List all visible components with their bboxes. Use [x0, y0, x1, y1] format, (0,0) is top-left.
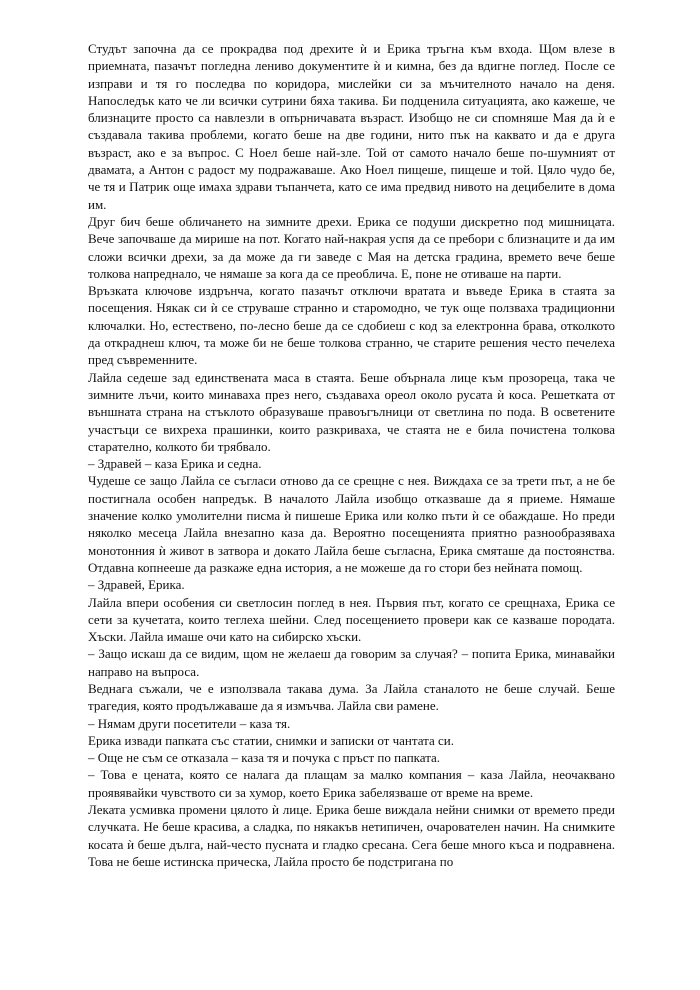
dialogue-line-2: – Здравей, Ерика. — [88, 577, 185, 593]
paragraph-1: Студът започна да се прокрадва под дрехите ѝ и Ерика тръгна към входа. Щом влезе в приемната, пазачът погледна лениво документите ѝ и кимна, без да вдигне поглед. После се изправи и тя го последва по коридора, мислейки си за мъчителното начало на деня. Напоследък като че ли всички сутрини бяха такива. Би подценила ситуацията, ако кажеше, че близнаците просто са навлезли в опърничавата възраст. Изобщо не си спомняше Мая да ѝ е създавала такива проблеми, когато беше на две години, нито пък на каквато и да е друга възраст, ако е за въпрос. С Ноел беше най-зле. Той от самото начало беше по-шумният от двамата, а Антон с радост му подражаваше. Ако Ноел пищеше, пищеше и той. Цяло чудо бе, че тя и Патрик още имаха здрави тъпанчета, като се има предвид нивото на децибелите в дома им. — [88, 41, 615, 212]
paragraph-2: Друг бич беше обличането на зимните дрехи. Ерика се подуши дискретно под мишницата. Вече започваше да мирише на пот. Когато най-накрая успя да се пребори с близнаците и да им сложи всички дрехи, за да може да ги заведе с Мая на детска градина, времето вече беше толкова напреднало, че нямаше за кога да се преоблича. Е, поне не отиваше на парти. — [88, 213, 615, 281]
dialogue-line-4: – Нямам други посетители – каза тя. — [88, 715, 291, 731]
paragraph-4: Лайла седеше зад единствената маса в стаята. Беше обърнала лице към прозореца, така че зимните лъчи, които минаваха през него, създаваха ореол около русата ѝ коса. Решетката от външната страна на стъклото образуваше правоъгълници от светлина по пода. В осветените участъци се вихреха прашинки, които разкриваха, че стаята не е била почистена толкова старателно, колкото би трябвало. — [88, 369, 615, 454]
document-page — [88, 40, 615, 870]
paragraph-5: Чудеше се защо Лайла се съгласи отново да се срещне с нея. Виждаха се за трети път, а не бе постигнала особен напредък. В началото Лайла изобщо отказваше да я приеме. Нямаше значение колко умолителни писма ѝ пишеше Ерика или колко пъти ѝ се обаждаше. Но преди няколко месеца Лайла внезапно каза да. Вероятно посещенията приятно разнообразяваха монотонния ѝ живот в затвора и докато Лайла беше съгласна, Ерика смяташе да постоянства. Отдавна копнееше да разкаже една история, а не можеше да го стори без нейната помощ. — [88, 473, 615, 575]
dialogue-line-6: – Това е цената, която се налага да плащам за малко компания – каза Лайла, неочаквано проявявайки чувството си за хумор, което Ерика забелязваше от време на време. — [88, 767, 615, 800]
paragraph-3: Връзката ключове издрънча, когато пазачът отключи вратата и въведе Ерика в стаята за посещения. Някак си ѝ се струваше странно и старомодно, че тук още ползваха традиционни ключалки. Но, естествено, по-лесно беше да се сдобиеш с код за електронна брава, отколкото да откраднеш ключ, та може би не беше толкова странно, че старите решения често печелеха пред съвременните. — [88, 283, 615, 368]
paragraph-9: Леката усмивка промени цялото ѝ лице. Ерика беше виждала нейни снимки от времето преди случката. Не беше красива, а сладка, по някакъв нетипичен, очарователен начин. На снимките косата ѝ беше дълга, най-често пусната и гладко сресана. Сега беше много къса и подравнена. Това не беше истинска прическа, Лайла просто бе подстригана по — [88, 802, 615, 869]
paragraph-8: Ерика извади папката със статии, снимки и записки от чантата си. — [88, 732, 454, 748]
paragraph-7: Веднага съжали, че е използвала такава дума. За Лайла станалото не беше случай. Беше трагедия, която продължаваше да я измъчва. Лайла сви рамене. — [88, 680, 615, 714]
paragraph-6: Лайла впери особения си светлосин поглед в нея. Първия път, когато се срещнаха, Ерика се сети за кучетата, които теглеха шейни. След посещението провери как се казваше породата. Хъски. Лайла имаше очи като на сибирско хъски. — [88, 594, 615, 645]
dialogue-line-3: – Защо искаш да се видим, щом не желаеш да говорим за случая? – попита Ерика, минавайки направо на въпроса. — [88, 646, 615, 679]
dialogue-line-1: – Здравей – каза Ерика и седна. — [88, 456, 262, 472]
dialogue-line-5: – Още не съм се отказала – каза тя и почука с пръст по папката. — [88, 750, 441, 766]
